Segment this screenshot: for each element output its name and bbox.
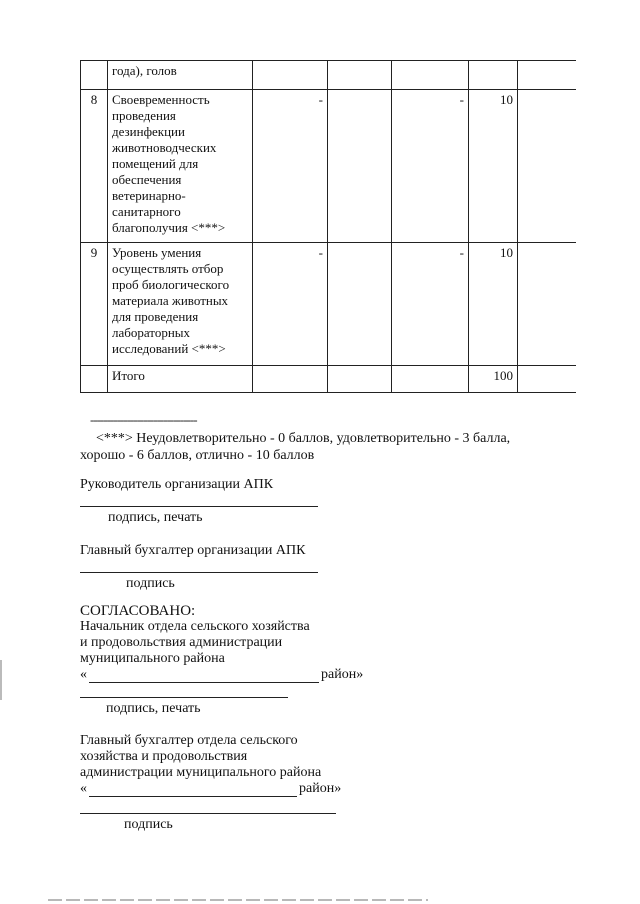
- table-row: [81, 243, 577, 366]
- raion-label: район»: [299, 781, 342, 796]
- approval-line: муниципального района: [80, 651, 225, 666]
- cell-col5: [392, 366, 469, 393]
- cell-col5: -: [392, 243, 469, 366]
- total-label: Итого: [108, 366, 253, 393]
- scan-bottom-edge: [48, 899, 428, 901]
- footnote-line: хорошо - 6 баллов, отлично - 10 баллов: [80, 448, 315, 463]
- total-score: 100: [469, 366, 518, 393]
- raion-field: [80, 781, 341, 797]
- cell-col6: [469, 61, 518, 90]
- table-row: [81, 90, 577, 243]
- cell-col4: [328, 366, 392, 393]
- open-quote: «: [80, 781, 87, 796]
- footnote-separator: --------------------------------: [90, 412, 197, 427]
- signature-caption: подпись, печать: [106, 701, 201, 716]
- approval-heading: СОГЛАСОВАНО:: [80, 603, 196, 619]
- criterion-name: Своевременность проведения дезинфекции животноводческих помещений для обеспечения ветеринарно-санитарного благополучия <***>: [108, 90, 253, 243]
- cell-col4: [328, 243, 392, 366]
- criterion-name: года), голов: [108, 61, 253, 90]
- dept-line: хозяйства и продовольствия: [80, 749, 248, 764]
- signature-line: [80, 697, 288, 698]
- cell-col7: [518, 366, 577, 393]
- scan-edge-mark: [0, 660, 2, 700]
- signature-title: Главный бухгалтер организации АПК: [80, 543, 306, 558]
- signature-line: [80, 506, 318, 507]
- cell-col5: -: [392, 90, 469, 243]
- raion-blank-line: [89, 782, 297, 797]
- cell-col3: [253, 61, 328, 90]
- signature-caption: подпись, печать: [108, 510, 203, 525]
- cell-max-score: 10: [469, 243, 518, 366]
- cell-col4: [328, 61, 392, 90]
- cell-max-score: 10: [469, 90, 518, 243]
- cell-col7: [518, 61, 577, 90]
- approval-line: Начальник отдела сельского хозяйства: [80, 619, 310, 634]
- evaluation-table: [80, 60, 576, 393]
- row-number: 8: [81, 90, 108, 243]
- head-signature-block: [80, 477, 318, 526]
- row-number: 9: [81, 243, 108, 366]
- signature-title: Руководитель организации АПК: [80, 477, 274, 492]
- signature-line: [80, 572, 318, 573]
- dept-line: Главный бухгалтер отдела сельского: [80, 733, 298, 748]
- cell-col7: [518, 90, 577, 243]
- cell-col3: -: [253, 90, 328, 243]
- footnote-line: <***> Неудовлетворительно - 0 баллов, удовлетворительно - 3 балла,: [96, 431, 511, 446]
- table-row: [81, 61, 577, 90]
- cell-col4: [328, 90, 392, 243]
- row-number: [81, 61, 108, 90]
- signature-caption: подпись: [126, 576, 175, 591]
- table-row-total: [81, 366, 577, 393]
- accountant-signature-block: [80, 543, 318, 592]
- dept-accountant-block: [80, 733, 341, 833]
- dept-line: администрации муниципального района: [80, 765, 322, 780]
- cell-col7: [518, 243, 577, 366]
- raion-field: [80, 667, 363, 683]
- raion-blank-line: [89, 668, 319, 683]
- signature-caption: подпись: [124, 817, 173, 832]
- approval-block: [80, 603, 363, 717]
- cell-col3: -: [253, 243, 328, 366]
- row-number: [81, 366, 108, 393]
- raion-label: район»: [321, 667, 364, 682]
- criterion-name: Уровень умения осуществлять отбор проб биологического материала животных для проведения лабораторных исследований <***>: [108, 243, 253, 366]
- approval-line: и продовольствия администрации: [80, 635, 283, 650]
- open-quote: «: [80, 667, 87, 682]
- footnote: [80, 430, 550, 464]
- signature-line: [80, 813, 336, 814]
- cell-col3: [253, 366, 328, 393]
- cell-col5: [392, 61, 469, 90]
